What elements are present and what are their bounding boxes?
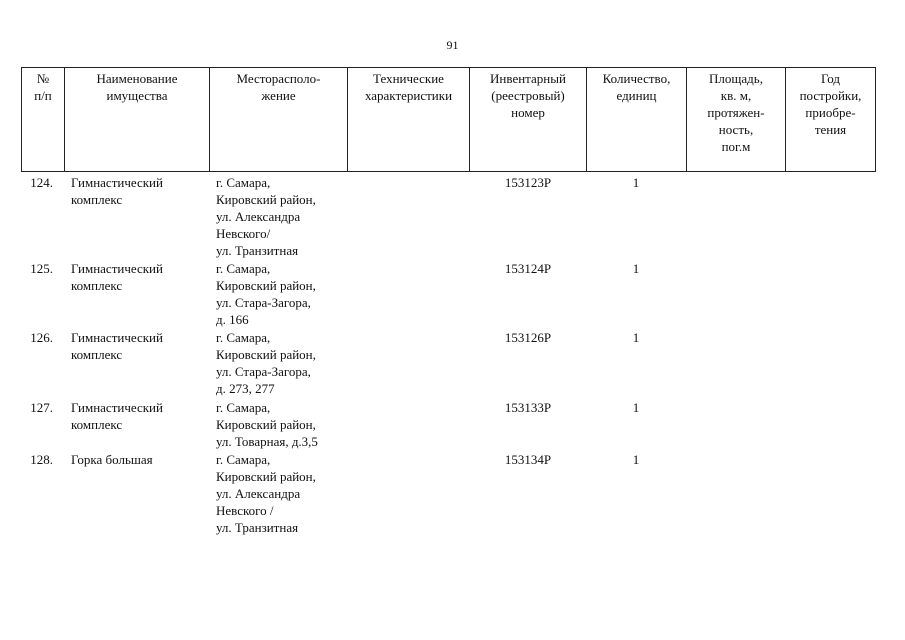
- header-quantity: Количество, единиц: [587, 68, 687, 172]
- row-quantity: 1: [632, 175, 640, 190]
- row-number: 124.: [30, 175, 53, 190]
- header-inventory: Инвентарный (реестровый) номер: [470, 68, 587, 172]
- header-area: Площадь, кв. м, протяжен- ность, пог.м: [687, 68, 786, 172]
- row-number: 125.: [30, 261, 53, 276]
- header-specs: Технические характеристики: [348, 68, 470, 172]
- table-header: [21, 67, 876, 172]
- row-location: г. Самара, Кировский район, ул. Товарная, д.3,5: [216, 400, 318, 449]
- row-location: г. Самара, Кировский район, ул. Александра Невского / ул. Транзитная: [216, 452, 316, 535]
- row-name: Горка большая: [71, 452, 153, 467]
- header-year: Год постройки, приобре- тения: [786, 68, 876, 172]
- row-quantity: 1: [632, 330, 640, 345]
- row-name: Гимнастический комплекс: [71, 175, 163, 207]
- row-number: 127.: [30, 400, 53, 415]
- header-name: Наименование имущества: [65, 68, 210, 172]
- page-number: 91: [446, 38, 459, 52]
- row-inventory: 153133Р: [504, 400, 552, 415]
- header-location: Месторасполо- жение: [210, 68, 348, 172]
- row-name: Гимнастический комплекс: [71, 330, 163, 362]
- row-number: 128.: [30, 452, 53, 467]
- header-row: [22, 68, 876, 172]
- row-quantity: 1: [632, 452, 640, 467]
- row-location: г. Самара, Кировский район, ул. Стара-Загора, д. 273, 277: [216, 330, 316, 396]
- row-name: Гимнастический комплекс: [71, 400, 163, 432]
- row-inventory: 153124Р: [504, 261, 552, 276]
- row-inventory: 153123Р: [504, 175, 552, 190]
- header-num: № п/п: [22, 68, 65, 172]
- row-name: Гимнастический комплекс: [71, 261, 163, 293]
- row-location: г. Самара, Кировский район, ул. Александра Невского/ ул. Транзитная: [216, 175, 316, 258]
- row-inventory: 153126Р: [504, 330, 552, 345]
- row-inventory: 153134Р: [504, 452, 552, 467]
- row-location: г. Самара, Кировский район, ул. Стара-Загора, д. 166: [216, 261, 316, 327]
- row-number: 126.: [30, 330, 53, 345]
- row-quantity: 1: [632, 261, 640, 276]
- row-quantity: 1: [632, 400, 640, 415]
